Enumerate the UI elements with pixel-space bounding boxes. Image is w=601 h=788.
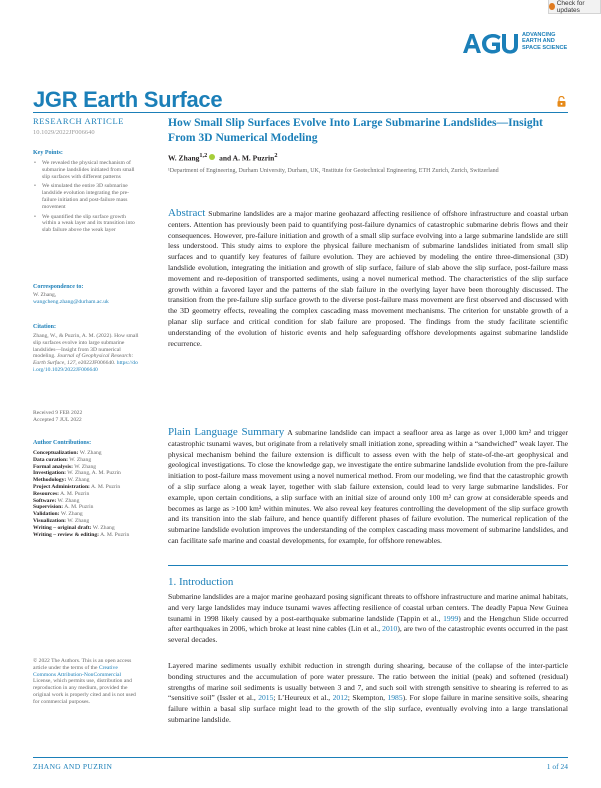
footer-rule bbox=[33, 757, 568, 758]
author-name[interactable]: and A. M. Puzrin bbox=[219, 153, 275, 163]
orcid-icon[interactable] bbox=[209, 154, 215, 160]
article-doi[interactable]: 10.1029/2022JF006640 bbox=[33, 129, 95, 136]
paragraph-text: ) and the Hengchun Slide occurred after earthquakes in 2006, which broke at least nine cables (Lin et al., bbox=[168, 613, 568, 634]
contribution-item bbox=[33, 450, 139, 457]
paragraph-text: ), are two of the catastrophic events occurred in the past several decades. bbox=[168, 624, 568, 645]
contribution-role: Project Administration: bbox=[33, 483, 90, 490]
contribution-role: Validation: bbox=[33, 511, 60, 518]
contribution-role: Visualization: bbox=[33, 517, 67, 524]
paragraph-text: ; Skempton, bbox=[347, 693, 388, 703]
key-point-item: • We simulated the entire 3D submarine landslide evolution integrating the pre-failure initiation and post-failure mass movement bbox=[33, 183, 137, 210]
paragraph-text: ). For slope failure in marine sensitive soils, shearing failure within a basal slip surface might lead to the growth of the slip surface, eventually evolving into a large translational submarine landslide. bbox=[168, 693, 569, 724]
paragraph-text: Submarine landslides are a major marine geohazard posing significant threats to offshore infrastructure and marine animal habitats, and very large landslides may induce tsunami waves affecting resilience of coastal urban centers. The deadly Papua New Guinea tsunami in 1998 likely caused by a post-earthquake submarine landslide (Tappin et al., bbox=[168, 592, 568, 623]
contribution-role: Investigation: bbox=[33, 470, 66, 477]
contribution-role: Writing – original draft: bbox=[33, 524, 92, 531]
plain-language-summary-text: A submarine landslide can impact a seafloor area as large as over 1,000 km² and trigger catastrophic tsunami waves, but originate from a relatively small initiation zone, spreading within a “sandwiched” weak layer. The physical mechanism behind the failure extension is difficult to assess even with the help of state-of-the-art geophysical and geological investigations. To close the knowledge gap, we investigate the entire submarine landslide evolution from the pre-failure initiation to post-failure mass movement using a novel numerical method. From our modeling, we find that the catastrophic growth of a slip surface along a weak layer, together with slab failure extension, could lead to very large submarine landslides. For example, upon certain conditions, a slip surface with an initial size of around only 100 m² can grow at considerable speeds and becomes as large as >100 km² within minutes. We also reveal key features controlling the development of the slip surface growth and its transition into the slab failure, and hence quantify different phases of failure evolution. The numerical replication of the submarine landslide evolution improves the understanding of the complex cascading mass movement of submarine landslides, and can facilitate safe marine and coastal developments, for example, for offshore renewables. bbox=[168, 428, 568, 545]
introduction-paragraph bbox=[168, 592, 568, 646]
agu-tagline-line: EARTH AND bbox=[522, 38, 555, 45]
journal-title[interactable]: JGR Earth Surface bbox=[33, 87, 223, 112]
abstract-heading: Abstract bbox=[168, 207, 206, 219]
license-text: License, which permits use, distribution and reproduction in any medium, provided the original work is properly cited and is not used for commercial purposes. bbox=[33, 678, 136, 705]
citation-doi-link[interactable]: https://doi.org/10.1029/2022JF006640 bbox=[33, 360, 138, 373]
author-affiliation-sup: 2 bbox=[274, 152, 278, 159]
section-rule bbox=[168, 565, 568, 566]
contribution-item bbox=[33, 518, 139, 525]
introduction-paragraph bbox=[168, 661, 568, 726]
check-for-updates-button[interactable] bbox=[548, 0, 601, 14]
contribution-who: W. Zhang bbox=[74, 463, 97, 470]
check-for-updates-label: Check for updates bbox=[556, 0, 585, 14]
correspondence-name: W. Zhang, bbox=[33, 292, 57, 298]
contribution-item bbox=[33, 532, 139, 539]
contribution-role: Software: bbox=[33, 497, 57, 504]
contribution-who: A. M. Puzrin bbox=[60, 490, 90, 497]
contribution-role: Conceptualization: bbox=[33, 450, 79, 456]
citation-heading: Citation: bbox=[33, 324, 56, 330]
agu-logo bbox=[462, 31, 520, 57]
agu-tagline bbox=[522, 32, 567, 51]
contribution-who: W. Zhang bbox=[67, 477, 90, 484]
plain-language-summary-section bbox=[168, 427, 568, 547]
paragraph-text: Layered marine sediments usually exhibit reduction in strength during shearing, because of the collapse of the inter-particle bonding structures and the accumulation of pore water pressure. The ratio between the initial (peak) and softened (residual) strengths of marine soil sediments is usually between 3 and 7, and such soil with strength sensitive to shearing is referred to as “sensitive soil” (Issler et al., bbox=[168, 661, 568, 703]
contribution-role: Formal analysis: bbox=[33, 463, 73, 470]
contribution-item bbox=[33, 504, 139, 511]
citation-tail: , e2022JF006640. bbox=[75, 360, 116, 367]
reference-link[interactable]: 1999 bbox=[443, 613, 459, 623]
contribution-who: W. Zhang bbox=[69, 456, 92, 463]
contributions-heading: Author Contributions: bbox=[33, 440, 92, 446]
contribution-who: W. Zhang bbox=[57, 497, 80, 504]
key-points-list bbox=[33, 160, 137, 237]
contribution-item bbox=[33, 477, 139, 484]
contribution-item bbox=[33, 457, 139, 464]
page-number: 1 of 24 bbox=[546, 762, 568, 771]
paragraph-text: ; L’Heureux et al., bbox=[273, 693, 333, 703]
open-access-lock-icon bbox=[557, 96, 566, 107]
license-link[interactable]: Creative Commons Attribution-NonCommercial bbox=[33, 664, 122, 678]
contribution-who: W. Zhang bbox=[79, 450, 102, 456]
accepted-date: Accepted 7 JUL 2022 bbox=[33, 416, 82, 423]
contribution-item bbox=[33, 498, 139, 505]
contribution-who: W. Zhang, A. M. Puzrin bbox=[67, 470, 121, 477]
reference-link[interactable]: 2010 bbox=[382, 624, 398, 634]
contribution-item bbox=[33, 470, 139, 477]
affiliations: ¹Department of Engineering, Durham University, Durham, UK, ²Institute for Geotechnical Engineering, ETH Zurich, Zurich, Switzerland bbox=[168, 168, 499, 174]
author-name[interactable]: W. Zhang bbox=[168, 153, 200, 163]
update-icon bbox=[549, 3, 555, 10]
received-date: Received 9 FEB 2022 bbox=[33, 410, 83, 416]
contributions-list bbox=[33, 450, 139, 538]
contribution-who: W. Zhang bbox=[67, 517, 90, 524]
footer-authors: ZHANG AND PUZRIN bbox=[33, 762, 113, 771]
contribution-item bbox=[33, 491, 139, 498]
article-dates bbox=[33, 410, 139, 424]
header-rule bbox=[33, 112, 568, 113]
contribution-who: A. M. Puzrin bbox=[91, 483, 121, 490]
article-title: How Small Slip Surfaces Evolve Into Large Submarine Landslides—Insight From 3D Numerical Modeling bbox=[168, 116, 543, 144]
contribution-who: W. Zhang bbox=[92, 524, 115, 531]
abstract-section bbox=[168, 208, 568, 349]
contribution-role: Methodology: bbox=[33, 477, 67, 484]
reference-link[interactable]: 1985 bbox=[387, 693, 403, 703]
correspondence-block bbox=[33, 292, 143, 306]
contribution-item bbox=[33, 525, 139, 532]
key-point-item: • We revealed the physical mechanism of submarine landslides initiated from small slip surfaces with different patterns bbox=[33, 160, 137, 180]
reference-link[interactable]: 2012 bbox=[332, 693, 348, 703]
license-notice bbox=[33, 658, 141, 706]
citation-journal: Journal of Geophysical Research: Earth Surface, 127 bbox=[33, 353, 134, 367]
contribution-role: Supervision: bbox=[33, 504, 64, 511]
key-point-item: • We quantified the slip surface growth within a weak layer and its transition into slab failure above the weak layer bbox=[33, 214, 137, 234]
contribution-role: Resources: bbox=[33, 490, 59, 497]
contribution-role: Writing – review & editing: bbox=[33, 531, 99, 538]
citation-text: Zhang, W., & Puzrin, A. M. (2022). How small slip surfaces evolve into large submarine landslides—Insight from 3D numerical modeling. bbox=[33, 333, 139, 360]
correspondence-email-link[interactable]: wangcheng.zhang@durham.ac.uk bbox=[33, 298, 109, 305]
citation-block bbox=[33, 333, 139, 374]
agu-tagline-line: ADVANCING bbox=[522, 32, 556, 38]
agu-tagline-line: SPACE SCIENCE bbox=[522, 44, 568, 51]
contribution-who: W. Zhang bbox=[60, 511, 83, 518]
contribution-item bbox=[33, 484, 139, 491]
contribution-who: A. M. Puzrin bbox=[64, 504, 94, 511]
author-list bbox=[168, 152, 277, 163]
contribution-role: Data curation: bbox=[33, 456, 68, 463]
abstract-text: Submarine landslides are a major marine geohazard affecting resilience of offshore infrastructure and coastal urban centers. Attention has previously been paid to quantifying post-failure dynamics of catastrophic submarine debris flows and their consequences. However, pre-failure initiation and growth of a small slip surface evolving into a large submarine landslide are still less understood. This study aims to explore the physical failure mechanism of submarine landslides initiated from small slip surfaces and to quantify key features of failure evolution. They are achieved by modeling the entire three-dimensional (3D) landslide evolution, integrating the initiation and growth of slip surface, failure of slab above the slip surface, post-failure mass movement and re-deposition of transported sediments, using a novel numerical method. The characteristics of the slip surface growth within a favored layer and the patterns of the slab failure in the overlying layer have been thoroughly discussed. The transition from the pre-failure slip surface growth to the diverse post-failure mass movement are first observed and discussed with the 3D geometry effects, revealing the complex cascading mass movement mechanisms. The criterion for unstable growth of a planar slip surface and critical condition for slab failure are proposed. The findings from the study facilitate scientific understanding of the evolution of historic events and help safeguarding offshore developments against submarine landslide recurrence. bbox=[168, 209, 568, 348]
plain-language-summary-heading: Plain Language Summary bbox=[168, 426, 285, 438]
license-text: © 2022 The Authors. This is an open access article under the terms of the bbox=[33, 658, 132, 671]
contribution-item bbox=[33, 464, 139, 471]
contribution-item bbox=[33, 511, 139, 518]
correspondence-heading: Correspondence to: bbox=[33, 284, 84, 290]
article-type: RESEARCH ARTICLE bbox=[33, 116, 125, 126]
reference-link[interactable]: 2015 bbox=[258, 693, 274, 703]
introduction-heading: 1. Introduction bbox=[168, 576, 234, 588]
key-points-heading: Key Points: bbox=[33, 150, 63, 156]
author-affiliation-sup: 1,2 bbox=[199, 152, 208, 159]
contribution-who: A. M. Puzrin bbox=[100, 531, 130, 538]
